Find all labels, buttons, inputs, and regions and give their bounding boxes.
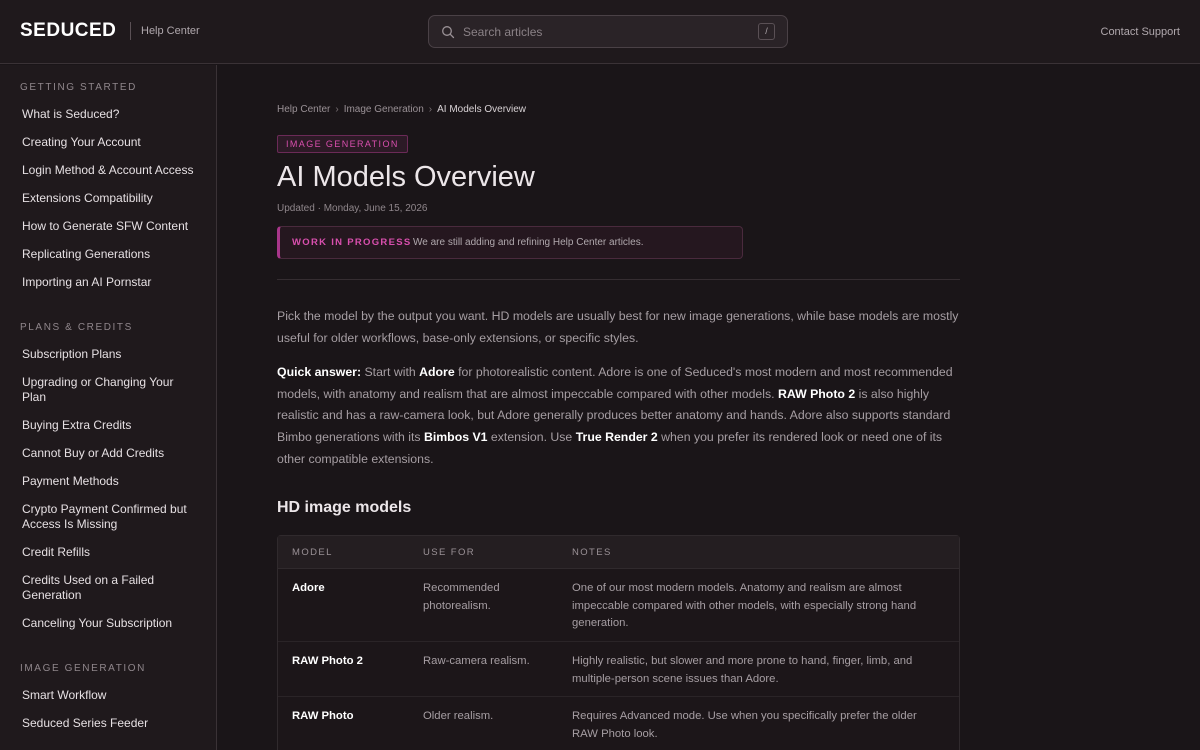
wip-label: WORK IN PROGRESS xyxy=(292,237,412,248)
model-name-adore: Adore xyxy=(419,365,455,379)
table-row xyxy=(278,642,959,697)
search-input[interactable]: Search articles xyxy=(463,25,543,39)
extension-name-bimbos-v1: Bimbos V1 xyxy=(423,430,488,445)
sidebar-section-plans-credits xyxy=(0,322,216,637)
cell-notes: Highly realistic, but slower and more prone to hand, finger, limb, and multiple-person scene issues than Adore. xyxy=(572,655,913,685)
table-row xyxy=(278,569,959,642)
main-content xyxy=(217,65,1200,750)
breadcrumb-separator-icon: › xyxy=(428,104,433,115)
quick-answer-text: extension. Use xyxy=(487,430,576,445)
updated-date: Updated · Monday, June 15, 2026 xyxy=(277,203,428,214)
wip-text: We are still adding and refining Help Center articles. xyxy=(413,237,644,248)
table-header xyxy=(278,536,959,569)
sidebar-item-subscription-plans[interactable]: Subscription Plans xyxy=(22,346,122,361)
intro-paragraph: Pick the model by the output you want. HD models are usually best for new image generations, while base models are mostly useful for older workflows, base-only extensions, or specific styles. xyxy=(277,309,959,345)
sidebar-item-canceling-subscription[interactable]: Canceling Your Subscription xyxy=(22,615,173,630)
quick-answer-text: is also highly realistic and has a raw-camera look, but Adore generally produces better anatomy and hands. Adore also supports standard Bimbo generations with its xyxy=(277,386,951,445)
model-name-raw-photo-2: RAW Photo 2 xyxy=(777,386,856,401)
column-header-use-for: USE FOR xyxy=(423,547,476,558)
cell-model: Adore xyxy=(292,582,325,594)
sidebar-item-credit-refills[interactable]: Credit Refills xyxy=(22,544,91,559)
sidebar-section-title: IMAGE GENERATION xyxy=(20,663,146,674)
cell-use-for: Older realism. xyxy=(423,710,494,722)
logo[interactable]: SEDUCED xyxy=(20,20,117,41)
cell-notes: Requires Advanced mode. Use when you specifically prefer the older RAW Photo look. xyxy=(572,710,917,740)
search-icon xyxy=(441,25,455,39)
sidebar-item-replicating-generations[interactable]: Replicating Generations xyxy=(22,246,151,261)
sidebar-item-sfw-content[interactable]: How to Generate SFW Content xyxy=(22,218,189,233)
table-row xyxy=(278,697,959,750)
sidebar-item-cannot-buy-credits[interactable]: Cannot Buy or Add Credits xyxy=(22,445,165,460)
help-center-link[interactable]: Help Center xyxy=(141,25,200,37)
sidebar-item-failed-generation-credits[interactable]: Credits Used on a Failed Generation xyxy=(22,572,155,602)
contact-support-link[interactable]: Contact Support xyxy=(1100,26,1180,38)
breadcrumb-current: AI Models Overview xyxy=(437,104,527,115)
cell-use-for: Raw-camera realism. xyxy=(423,655,530,667)
sidebar-item-buying-credits[interactable]: Buying Extra Credits xyxy=(22,417,132,432)
sidebar-item-upgrading-plan[interactable]: Upgrading or Changing Your Plan xyxy=(22,374,174,404)
page-title: AI Models Overview xyxy=(277,161,535,193)
sidebar-section-getting-started xyxy=(0,82,216,296)
models-table xyxy=(277,535,960,750)
sidebar-item-extensions-compatibility[interactable]: Extensions Compatibility xyxy=(22,190,153,205)
category-badge[interactable]: IMAGE GENERATION xyxy=(277,135,408,153)
breadcrumb-item[interactable]: Help Center xyxy=(277,104,331,115)
sidebar-section-image-generation xyxy=(0,663,216,737)
section-heading: HD image models xyxy=(277,499,412,516)
sidebar-section-title: GETTING STARTED xyxy=(20,82,137,93)
sidebar-item-importing-pornstar[interactable]: Importing an AI Pornstar xyxy=(22,274,152,289)
breadcrumb-item[interactable]: Image Generation xyxy=(343,104,424,115)
sidebar-item-what-is-seduced[interactable]: What is Seduced? xyxy=(22,106,120,121)
sidebar-item-creating-account[interactable]: Creating Your Account xyxy=(22,134,141,149)
quick-answer-paragraph xyxy=(277,362,960,471)
sidebar-item-crypto-payment[interactable]: Crypto Payment Confirmed but Access Is Missing xyxy=(22,501,187,531)
quick-answer-text: Start with xyxy=(361,365,420,379)
divider xyxy=(277,279,960,280)
cell-model: RAW Photo 2 xyxy=(292,655,363,667)
logo-divider xyxy=(130,22,131,40)
sidebar xyxy=(0,65,217,750)
cell-use-for: Recommended photorealism. xyxy=(423,582,500,612)
sidebar-item-login-method[interactable]: Login Method & Account Access xyxy=(22,162,194,177)
sidebar-item-payment-methods[interactable]: Payment Methods xyxy=(22,473,119,488)
quick-answer-label: Quick answer: xyxy=(277,365,362,379)
search-shortcut-key: / xyxy=(758,23,775,40)
top-bar xyxy=(0,0,1200,64)
breadcrumb xyxy=(277,104,526,115)
cell-model: RAW Photo xyxy=(292,710,354,722)
search-box[interactable] xyxy=(428,15,788,48)
sidebar-section-title: PLANS & CREDITS xyxy=(20,322,133,333)
work-in-progress-notice xyxy=(277,226,743,259)
model-name-true-render-2: True Render 2 xyxy=(575,430,658,445)
quick-answer-text: for photorealistic content. Adore is one of Seduced's most modern and most recommended models, with anatomy and realism that are almost impeccable compared with other models. xyxy=(277,365,953,401)
sidebar-item-series-feeder[interactable]: Seduced Series Feeder xyxy=(22,715,149,730)
column-header-notes: NOTES xyxy=(572,547,612,558)
column-header-model: MODEL xyxy=(292,547,333,558)
quick-answer-text: when you prefer its rendered look or need one of its other compatible extensions. xyxy=(277,430,943,466)
sidebar-item-smart-workflow[interactable]: Smart Workflow xyxy=(22,687,107,702)
breadcrumb-separator-icon: › xyxy=(335,104,339,115)
cell-notes: One of our most modern models. Anatomy and realism are almost impeccable compared with other models, with especially strong hand generation. xyxy=(572,582,917,629)
